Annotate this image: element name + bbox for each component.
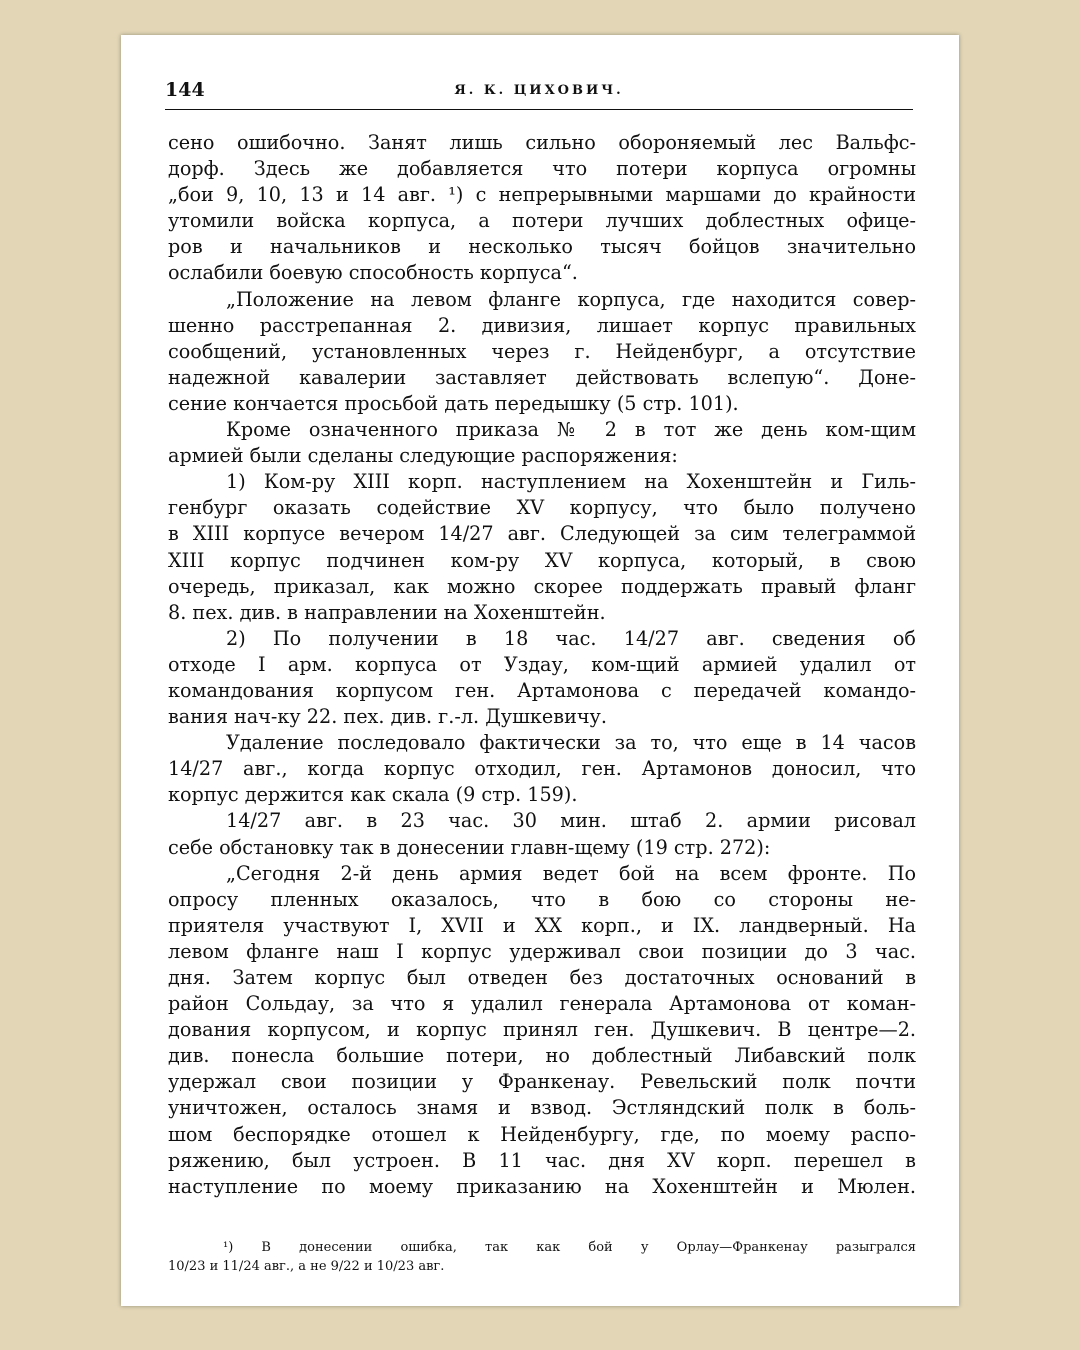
text-line: 8. пех. див. в направлении на Хохенштейн. [168,600,606,624]
text-line: сообщений, установленных через г. Нейденбург, а отсутствие [168,339,916,363]
text-line: уничтожен, осталось знамя и взвод. Эстляндский полк в боль- [168,1096,916,1120]
text-line: в XIII корпусе вечером 14/27 авг. Следующей за сим телеграммой [168,522,916,546]
text-line: себе обстановку так в донесении главн-щему (19 стр. 272): [168,835,771,859]
text-line: шом беспорядке отошел к Нейденбургу, где, по моему распо- [168,1122,916,1146]
text-line: район Сольдау, за что я удалил генерала Артамонова от коман- [168,992,916,1016]
text-line: утомили войска корпуса, а потери лучших доблестных офице- [168,209,916,233]
text-line: 14/27 авг. в 23 час. 30 мин. штаб 2. армии рисовал [226,809,916,833]
page-header [165,79,913,110]
text-line: сено ошибочно. Занят лишь сильно обороняемый лес Вальфс- [168,131,916,154]
paragraph [168,626,916,730]
text-line: генбург оказать содействие XV корпусу, что было получено [168,496,916,520]
text-line: армией были сделаны следующие распоряжения: [168,444,678,468]
text-line: дорф. Здесь же добавляется что потери корпуса огромны [168,157,916,181]
text-line: дования корпусом, и корпус принял ген. Душкевич. В центре—2. [168,1018,916,1042]
text-line: ряжению, был устроен. В 11 час. дня XV корп. перешел в [168,1148,916,1172]
text-line: сение кончается просьбой дать передышку (5 стр. 101). [168,391,739,415]
text-line: удержал свои позиции у Франкенау. Ревельский полк почти [168,1070,916,1094]
text-line: опросу пленных оказалось, что в бою со стороны не- [168,887,916,911]
page-number: 144 [165,79,205,101]
text-line: корпус держится как скала (9 стр. 159). [168,783,578,807]
footnote [168,1238,916,1276]
text-line: дня. Затем корпус был отведен без достаточных оснований в [168,966,916,989]
text-line: „Сегодня 2-й день армия ведет бой на всем фронте. По [226,861,916,885]
text-line: вания нач-ку 22. пех. див. г.-л. Душкевичу. [168,705,607,729]
text-line: шенно расстрепанная 2. дивизия, лишает корпус правильных [168,313,916,337]
text-line: 14/27 авг., когда корпус отходил, ген. Артамонов доносил, что [168,757,916,781]
running-head: Я. К. ЦИХОВИЧ. [454,83,624,98]
body-text [168,130,916,1200]
text-line: левом фланге наш I корпус удерживал свои позиции до 3 час. [168,939,916,963]
text-line: „Положение на левом фланге корпуса, где находится совер- [226,287,916,311]
text-line: Кроме означенного приказа № 2 в тот же день ком-щим [226,418,916,442]
text-line: 1) Ком-ру XIII корп. наступлением на Хохенштейн и Гиль- [226,470,916,494]
paragraph [168,287,916,417]
book-page [121,35,959,1306]
text-line: наступление по моему приказанию на Хохенштейн и Мюлен. [168,1174,916,1198]
text-line: очередь, приказал, как можно скорее поддержать правый фланг [168,574,916,598]
text-line: XIII корпус подчинен ком-ру XV корпуса, который, в свою [168,548,916,572]
paragraph [168,808,916,860]
text-line: 2) По получении в 18 час. 14/27 авг. сведения об [226,626,916,650]
text-line: приятеля участвуют I, XVII и XX корп., и IX. ландверный. На [168,913,916,937]
text-line: Удаление последовало фактически за то, что еще в 14 часов [226,731,916,755]
text-line: отходе I арм. корпуса от Уздау, ком-щий армией удалил от [168,652,916,676]
paragraph [168,130,916,287]
paragraph [168,469,916,626]
text-line: командования корпусом ген. Артамонова с передачей командо- [168,678,916,702]
paragraph [168,730,916,808]
paragraph [168,417,916,469]
text-line: надежной кавалерии заставляет действовать вслепую“. Доне- [168,365,916,389]
text-line: ослабили боевую способность корпуса“. [168,261,578,285]
text-line: „бои 9, 10, 13 и 14 авг. ¹) с непрерывными маршами до крайности [168,183,916,207]
paragraph [168,861,916,1200]
footnote-line: 10/23 и 11/24 авг., а не 9/22 и 10/23 авг. [168,1259,445,1274]
text-line: див. понесла большие потери, но доблестный Либавский полк [168,1044,916,1068]
text-line: ров и начальников и несколько тысяч бойцов значительно [168,235,916,259]
footnote-line: ¹) В донесении ошибка, так как бой у Орлау—Франкенау разыгрался [223,1240,916,1255]
